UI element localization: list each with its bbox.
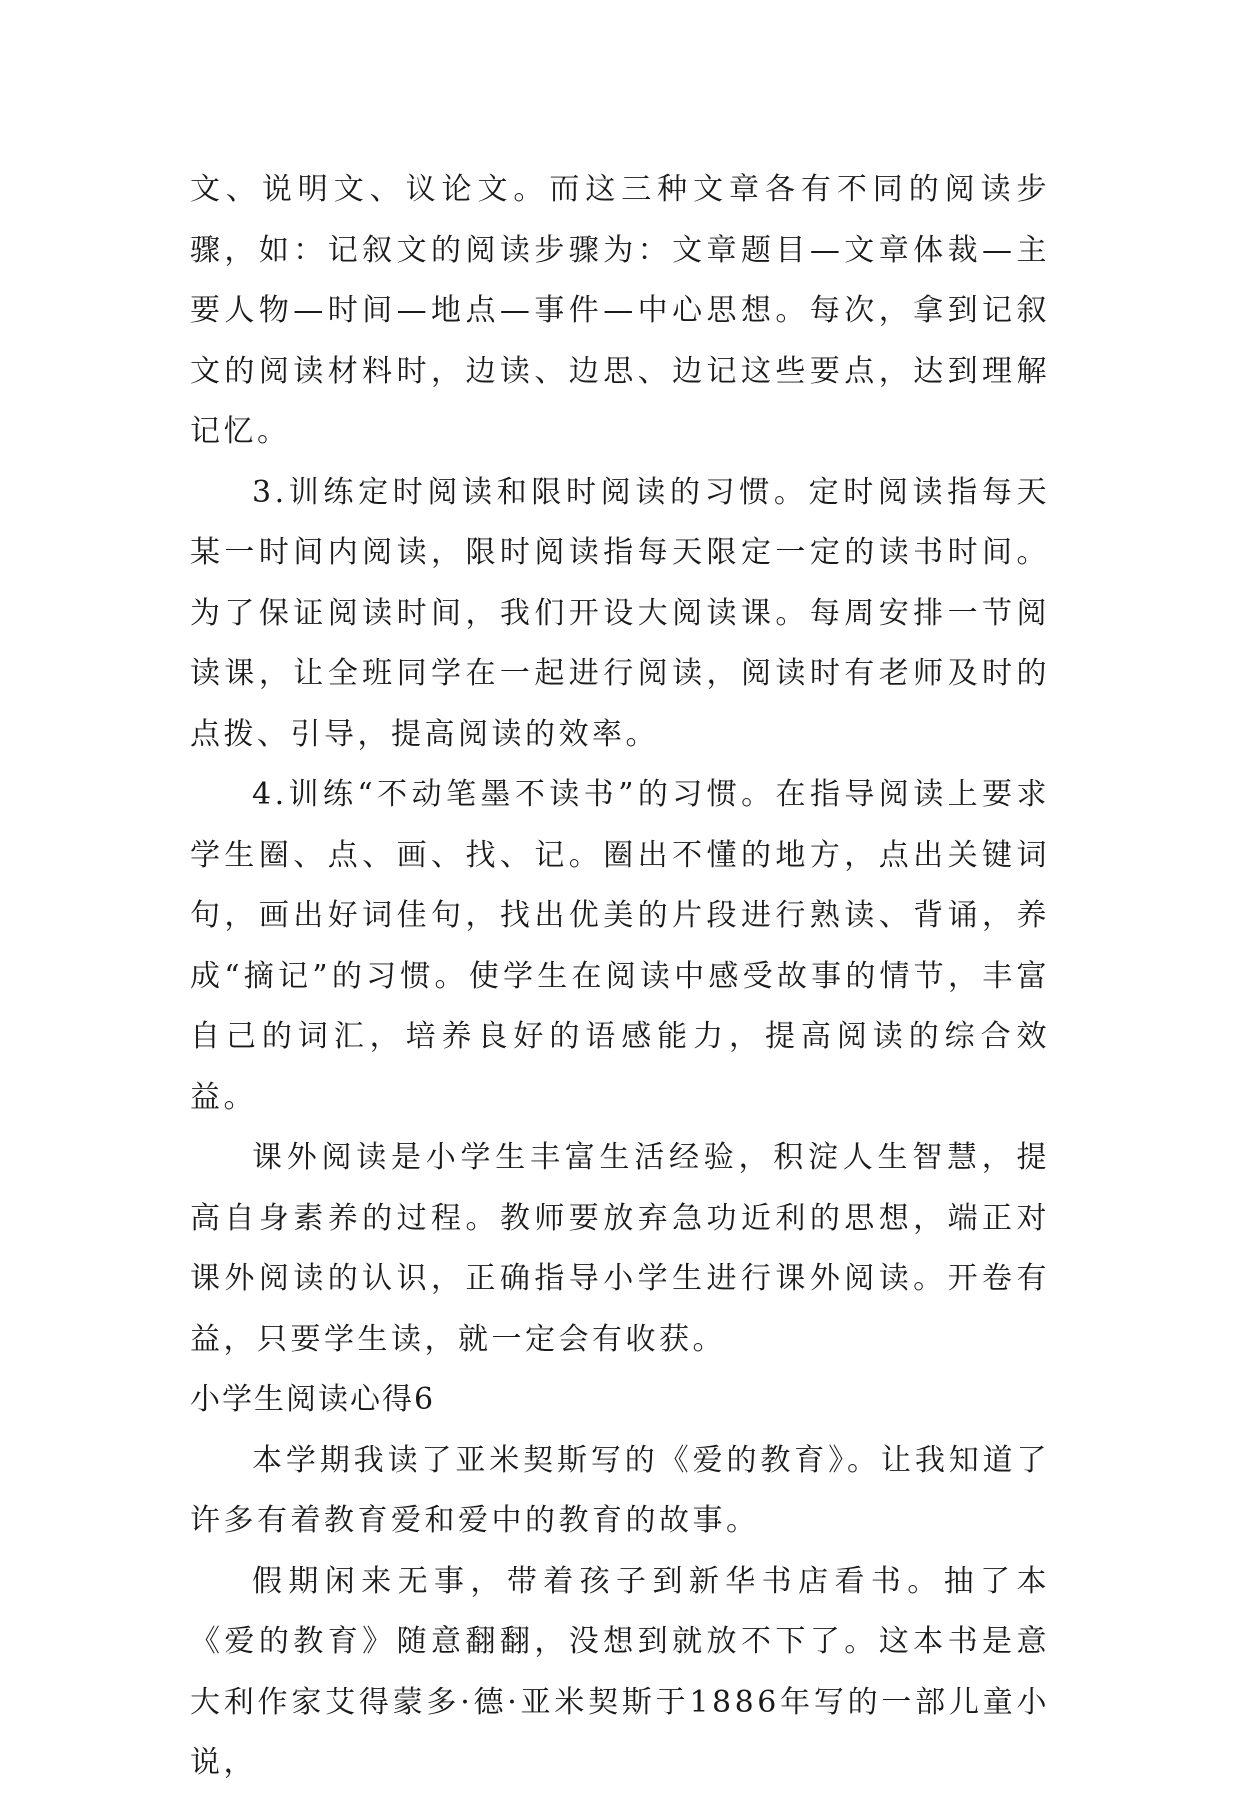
paragraph-habit-4: 4.训练“不动笔墨不读书”的习惯。在指导阅读上要求学生圈、点、画、找、记。圈出不懂的地方，点出关键词句，画出好词佳句，找出优美的片段进行熟读、背诵，养成“摘记”的习惯。使学生在阅读中感受故事的情节，丰富自己的词汇，培养良好的语感能力，提高阅读的综合效益。 [190,777,1050,1115]
paragraph-habit-3: 3.训练定时阅读和限时阅读的习惯。定时阅读指每天某一时间内阅读，限时阅读指每天限定一定的读书时间。为了保证阅读时间，我们开设大阅读课。每周安排一节阅读课，让全班同学在一起进行阅读，阅读时有老师及时的点拨、引导，提高阅读的效率。 [190,474,1050,752]
paragraph-continuation: 文、说明文、议论文。而这三种文章各有不同的阅读步骤，如：记叙文的阅读步骤为：文章题目—文章体裁—主要人物—时间—地点—事件—中心思想。每次，拿到记叙文的阅读材料时，边读、边思、边记这些要点，达到理解记忆。 [190,172,1050,449]
paragraph-holiday: 假期闲来无事，带着孩子到新华书店看书。抽了本《爱的教育》随意翻翻，没想到就放不下了。这本书是意大利作家艾得蒙多·德·亚米契斯于1886年写的一部儿童小说， [190,1563,1050,1780]
paragraph-intro: 本学期我读了亚米契斯写的《爱的教育》。让我知道了许多有着教育爱和爱中的教育的故事。 [190,1442,1050,1538]
paragraph-conclusion: 课外阅读是小学生丰富生活经验，积淀人生智慧，提高自身素养的过程。教师要放弃急功近利的思想，端正对课外阅读的认识，正确指导小学生进行课外阅读。开卷有益，只要学生读，就一定会有收获。 [190,1140,1050,1357]
document-body [190,160,1050,1794]
section-heading: 小学生阅读心得6 [190,1382,436,1417]
